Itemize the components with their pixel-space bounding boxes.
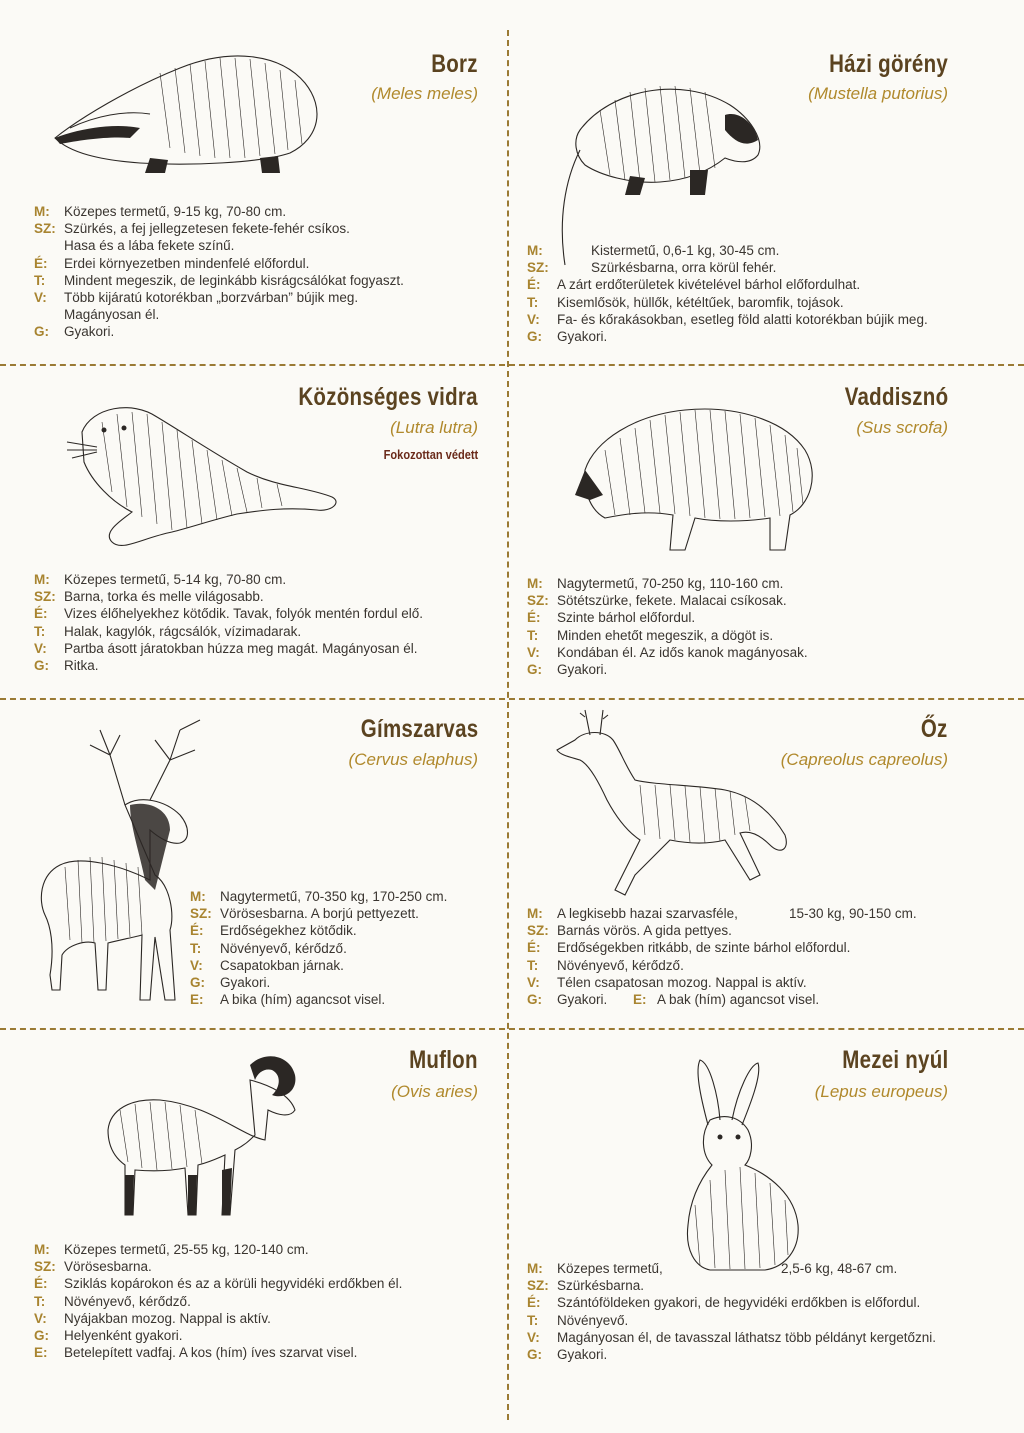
info-value: Nagytermetű, 70-250 kg, 110-160 cm. (557, 576, 784, 591)
animal-latin-name: (Lepus europeus) (814, 1082, 948, 1101)
info-value: Kisemlősök, hüllők, kétéltűek, baromfik, tojások. (557, 294, 844, 310)
wild-boar-drawing (575, 400, 825, 560)
info-value: A bika (hím) agancsot visel. (220, 992, 386, 1008)
info-value: Fa- és kőrakásokban, esetleg föld alatti kotorékban bújik meg. (557, 311, 928, 327)
info-value: Szántóföldeken gyakori, de hegyvidéki erdőkben is előfordul. (557, 1295, 921, 1311)
info-key: T: (527, 294, 539, 310)
info-value: Gyakori. (64, 324, 115, 340)
info-value: Közepes termetű, 5-14 kg, 70-80 cm. (64, 572, 287, 587)
info-value: Vizes élőhelyekhez kötődik. Tavak, folyók mentén fordul elő. (64, 606, 423, 622)
info-value: Vörösesbarna. A borjú pettyezett. (220, 906, 419, 922)
info-key: SZ: (34, 1259, 56, 1275)
mouflon-drawing (100, 1050, 330, 1230)
info-value: Betelepített vadfaj. A kos (hím) íves szarvat visel. (64, 1345, 358, 1361)
info-key: G: (34, 324, 49, 340)
info-key: G: (34, 658, 49, 674)
info-value: Vörösesbarna. (64, 1259, 152, 1275)
info-value: A zárt erdőterületek kivételével bárhol előfordulhat. (557, 277, 861, 293)
info-value: Sziklás kopárokon és az a körüli hegyvidéki erdőkben él. (64, 1276, 403, 1292)
vertical-divider (507, 30, 509, 1420)
horizontal-divider (0, 1028, 1024, 1030)
info-value: 15-30 kg, 90-150 cm. (789, 906, 917, 921)
animal-latin-name: (Mustella putorius) (808, 84, 948, 103)
info-key: G: (527, 1347, 542, 1363)
info-value: Magányosan él. (64, 307, 160, 323)
hare-drawing (670, 1055, 810, 1275)
animal-latin-name: (Capreolus capreolus) (780, 750, 948, 769)
animal-latin-name: (Lutra lutra) (390, 418, 478, 437)
info-value: Növényevő, kérődző. (557, 957, 684, 973)
info-value: Kistermetű, 0,6-1 kg, 30-45 cm. (591, 243, 780, 258)
animal-info (527, 905, 917, 1008)
info-key: G: (527, 662, 542, 678)
info-key: G: (527, 329, 542, 345)
animal-latin-name: (Meles meles) (371, 84, 478, 103)
info-key: T: (34, 623, 46, 639)
animal-name: Házi görény (829, 50, 948, 78)
info-key: M: (527, 243, 543, 258)
info-value: Ritka. (64, 658, 99, 674)
animal-name: Vaddisznó (844, 383, 948, 411)
info-value: Szürkésbarna. (557, 1278, 645, 1294)
info-key: T: (527, 1312, 539, 1328)
info-key: M: (527, 1261, 543, 1276)
animal-name: Őz (921, 715, 948, 743)
info-value: Csapatokban járnak. (220, 957, 344, 973)
info-value: Partba ásott járatokban húzza meg magát. Magányosan él. (64, 640, 418, 656)
info-value: 2,5-6 kg, 48-67 cm. (781, 1261, 898, 1276)
info-value: Közepes termetű, 9-15 kg, 70-80 cm. (64, 204, 287, 219)
info-value: Erdőségekhez kötődik. (220, 923, 357, 939)
info-value: Minden ehetőt megeszik, a dögöt is. (557, 627, 774, 643)
info-key: V: (34, 290, 47, 306)
info-value: Növényevő, kérődző. (220, 940, 347, 956)
info-key: M: (527, 576, 543, 591)
info-value: Növényevő, kérődző. (64, 1293, 191, 1309)
info-value: Mindent megeszik, de leginkább kisrágcsálókat fogyaszt. (64, 272, 404, 288)
info-key: SZ: (527, 260, 549, 276)
info-value: Közepes termetű, (557, 1261, 663, 1276)
info-value: Nyájakban mozog. Nappal is aktív. (64, 1310, 271, 1326)
info-key: T: (190, 940, 202, 956)
info-key: G: (34, 1328, 49, 1344)
info-key: V: (34, 1310, 47, 1326)
animal-info (34, 1241, 402, 1361)
info-value: A legkisebb hazai szarvasféle, (557, 906, 738, 921)
info-key: M: (34, 204, 50, 219)
info-value: Szinte bárhol előfordul. (557, 610, 696, 626)
info-key: SZ: (34, 589, 56, 605)
info-key: É: (527, 277, 541, 293)
info-key: V: (34, 640, 47, 656)
info-value: Sötétszürke, fekete. Malacai csíkosak. (557, 593, 787, 609)
info-value: Magányosan él, de tavasszal láthatsz több példányt kergetőzni. (557, 1329, 936, 1345)
info-key: SZ: (527, 1278, 549, 1294)
info-key: T: (34, 272, 46, 288)
info-key: M: (34, 1242, 50, 1257)
info-value: Gyakori. (220, 975, 271, 991)
info-key: SZ: (527, 593, 549, 609)
info-key: V: (190, 957, 203, 973)
info-value: Gyakori. (557, 1347, 608, 1363)
info-key: E: (34, 1345, 48, 1361)
animal-latin-name: (Cervus elaphus) (348, 750, 478, 769)
info-value: Nagytermetű, 70-350 kg, 170-250 cm. (220, 889, 448, 904)
info-key: É: (527, 1295, 541, 1311)
info-key: M: (190, 889, 206, 904)
info-key (34, 237, 64, 254)
animal-latin-name: (Ovis aries) (391, 1082, 478, 1101)
animal-info (527, 575, 808, 678)
otter-drawing (62, 392, 352, 562)
protection-status: Fokozottan védett (383, 447, 478, 462)
info-key: É: (34, 255, 48, 271)
info-key: É: (34, 606, 48, 622)
animal-info (527, 242, 928, 345)
animal-info (190, 888, 447, 1008)
info-value: Növényevő. (557, 1312, 629, 1328)
animal-name: Muflon (409, 1046, 478, 1074)
info-key: V: (527, 311, 540, 327)
info-key: V: (527, 1329, 540, 1345)
animal-info (527, 1260, 936, 1363)
info-value: Halak, kagylók, rágcsálók, vízimadarak. (64, 623, 302, 639)
info-key (34, 306, 64, 323)
info-value: Télen csapatosan mozog. Nappal is aktív. (557, 974, 807, 990)
info-key: V: (527, 644, 540, 660)
animal-name: Mezei nyúl (841, 1046, 948, 1074)
info-value: Barna, torka és melle világosabb. (64, 589, 264, 605)
animal-info (34, 203, 404, 341)
horizontal-divider (0, 364, 1024, 366)
info-value: Erdei környezetben mindenfelé előfordul. (64, 255, 310, 271)
info-key: M: (527, 906, 543, 921)
animal-name: Borz (431, 50, 478, 78)
animal-name: Közönséges vidra (298, 383, 478, 411)
animal-name: Gímszarvas (360, 715, 478, 743)
info-key: É: (190, 923, 204, 939)
info-value: Gyakori. (557, 992, 608, 1008)
info-key: SZ: (527, 923, 549, 939)
info-key: T: (527, 627, 539, 643)
info-value: Erdőségekben ritkább, de szinte bárhol előfordul. (557, 940, 851, 956)
info-value: Hasa és a lába fekete színű. (64, 238, 235, 254)
info-key: SZ: (34, 221, 56, 237)
info-key: E: (633, 992, 647, 1008)
info-value: A bak (hím) agancsot visel. (657, 992, 820, 1008)
horizontal-divider (0, 698, 1024, 700)
info-value: Kondában él. Az idős kanok magányosak. (557, 644, 808, 660)
info-key: T: (34, 1293, 46, 1309)
info-key: É: (34, 1276, 48, 1292)
info-key: T: (527, 957, 539, 973)
animal-latin-name: (Sus scrofa) (856, 418, 948, 437)
info-key: É: (527, 610, 541, 626)
info-value: Barnás vörös. A gida pettyes. (557, 923, 732, 939)
roe-deer-drawing (545, 705, 805, 905)
info-key: SZ: (190, 906, 212, 922)
info-value: Közepes termetű, 25-55 kg, 120-140 cm. (64, 1242, 309, 1257)
info-value: Gyakori. (557, 662, 608, 678)
info-value: Gyakori. (557, 329, 608, 345)
info-value: Több kijáratú kotorékban „borzvárban” bújik meg. (64, 290, 359, 306)
info-key: É: (527, 940, 541, 956)
info-value: Helyenként gyakori. (64, 1328, 183, 1344)
animal-info (34, 571, 423, 674)
info-key: G: (527, 992, 542, 1008)
info-key: G: (190, 975, 205, 991)
info-key: V: (527, 974, 540, 990)
polecat-drawing (540, 70, 780, 270)
info-value: Szürkés, a fej jellegzetesen fekete-fehér csíkos. (64, 221, 350, 237)
info-key: E: (190, 992, 204, 1008)
info-value: Szürkésbarna, orra körül fehér. (591, 260, 777, 276)
badger-drawing (40, 28, 340, 178)
info-key: M: (34, 572, 50, 587)
